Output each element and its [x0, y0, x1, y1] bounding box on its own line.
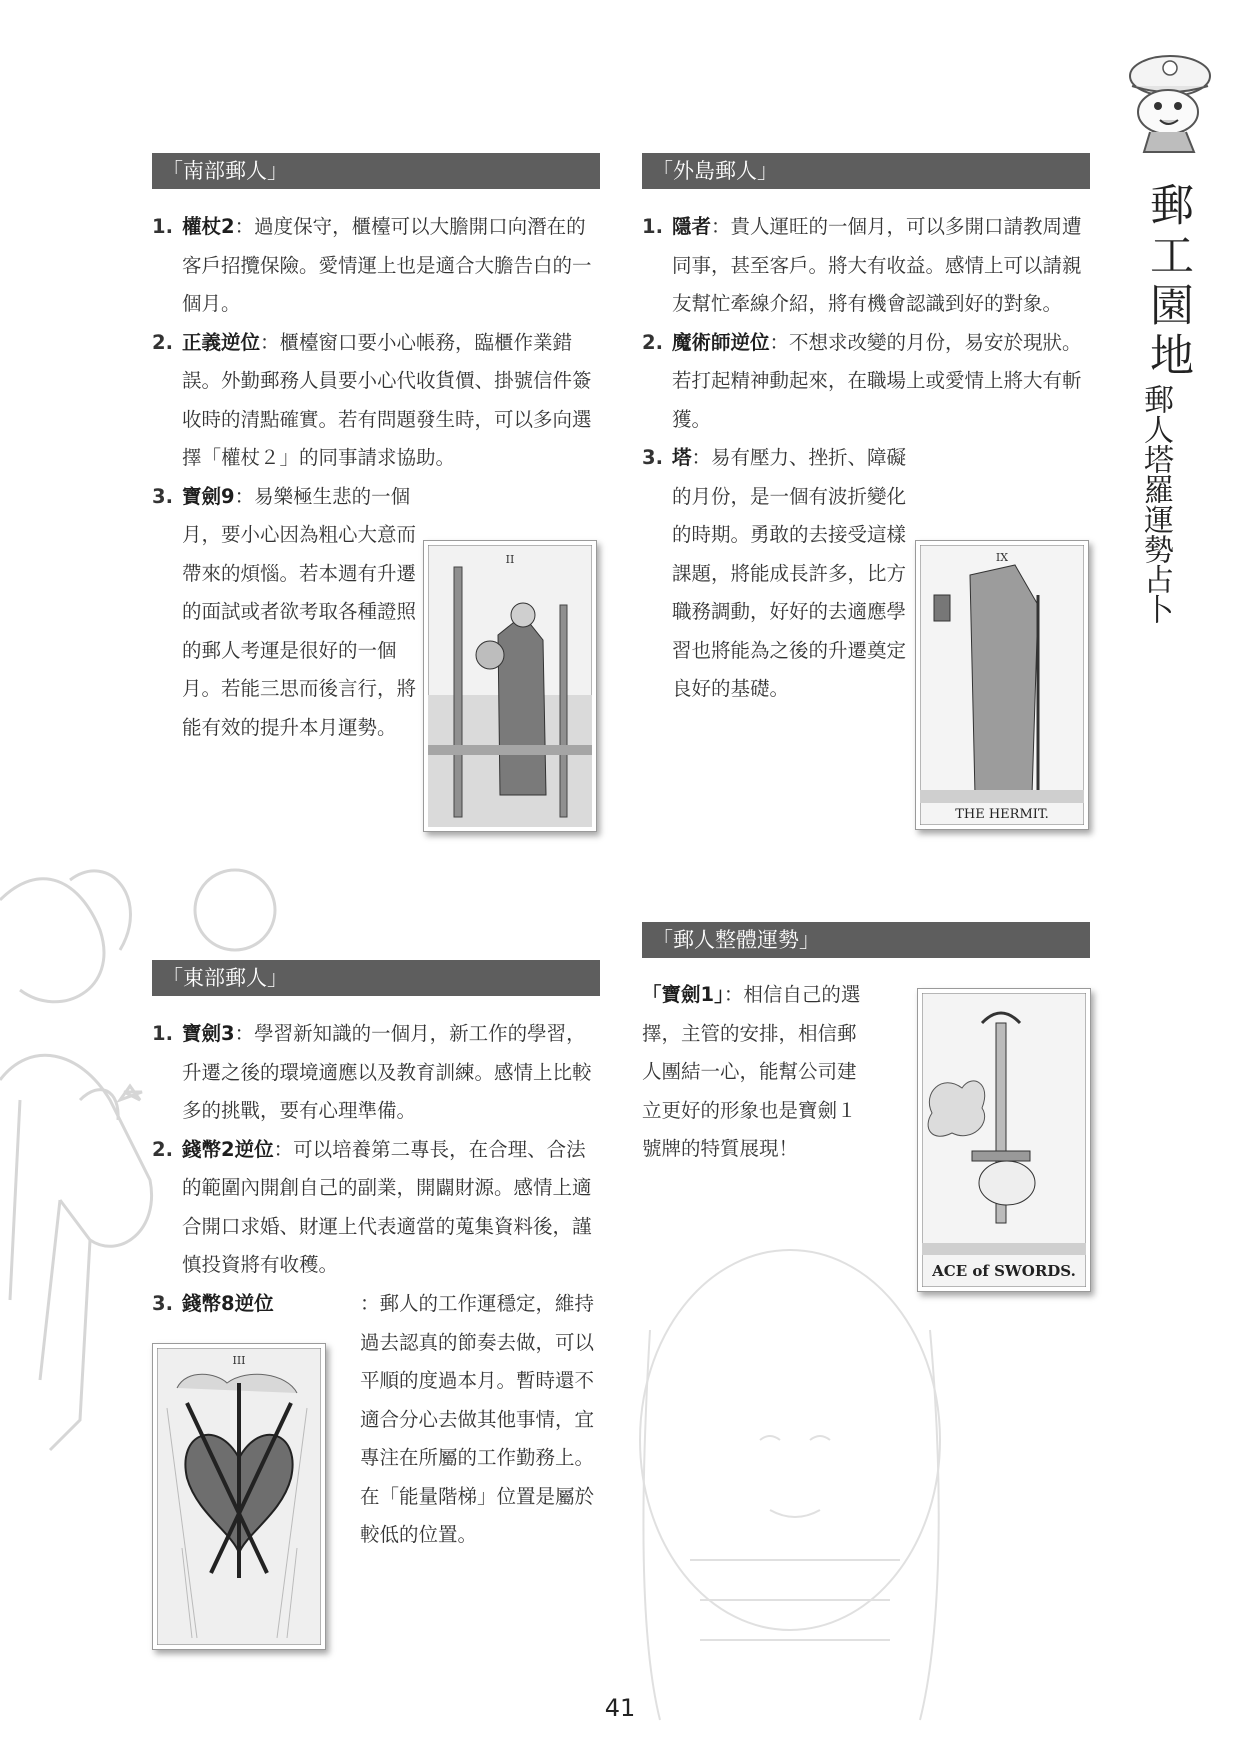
item-number: 3.	[152, 1292, 173, 1315]
south-item-1	[152, 208, 598, 324]
card-name: 塔	[672, 446, 692, 469]
islands-item-3	[642, 439, 912, 709]
mascot-icon	[1120, 46, 1220, 156]
card-name: 隱者	[672, 215, 712, 238]
card-name	[182, 1285, 274, 1324]
card-numeral: III	[232, 1354, 246, 1367]
tarot-card-ace-of-swords	[917, 988, 1091, 1292]
page-number: 41	[604, 1694, 636, 1722]
east-header: 「東部郵人」	[152, 960, 600, 996]
card-name: 權杖2	[182, 215, 235, 238]
tarot-card-two-of-wands	[423, 540, 597, 832]
item-number: 3.	[152, 484, 173, 508]
item-number: 1.	[152, 1022, 173, 1045]
card-name: 「寶劍1」	[642, 983, 724, 1006]
overall-text-block	[642, 976, 872, 1169]
card-name: 寶劍3	[182, 1022, 235, 1045]
side-subtitle: 郵人塔羅運勢占卜	[1138, 384, 1173, 624]
item-text: ：易樂極生悲的一個月，要小心因為粗心大意而帶來的煩惱。若本週有升遷的面試或者欲考取各種證照的郵人考運是很好的一個月。若能三思而後言行，將能有效的提升本月運勢。	[182, 484, 417, 739]
east-list	[152, 1015, 598, 1285]
tarot-card-hermit	[915, 540, 1089, 830]
item-text: ：貴人運旺的一個月，可以多開口請教周遭同事，甚至客戶。將大有收益。感情上可以請親友幫忙牽線介紹，將有機會認識到好的對象。	[672, 215, 1082, 315]
side-title: 郵工園地	[1142, 182, 1193, 382]
islands-header: 「外島郵人」	[642, 153, 1090, 189]
item-number: 3.	[642, 446, 663, 469]
item-text: ：可以培養第二專長，在合理、合法的範圍內開創自己的副業，開闢財源。感情上適合開口求婚、財運上代表適當的蒐集資料後，謹慎投資將有收穫。	[182, 1137, 592, 1276]
card-numeral: IX	[995, 551, 1009, 564]
card-name: 正義逆位	[182, 330, 261, 354]
item-text: ：學習新知識的一個月，新工作的學習，升遷之後的環境適應以及教育訓練。感情上比較多的挑戰，要有心理準備。	[182, 1022, 592, 1122]
item-number: 2.	[152, 1137, 173, 1161]
overall-header: 「郵人整體運勢」	[642, 922, 1090, 958]
item-text: ：不想求改變的月份，易安於現狀。若打起精神動起來，在職場上或愛情上將大有斬獲。	[672, 330, 1082, 431]
card-name-label: 錢幣8逆位	[182, 1292, 274, 1315]
item-text: ：櫃檯窗口要小心帳務，臨櫃作業錯誤。外勤郵務人員要小心代收貨價、掛號信件簽收時的清點確實。若有問題發生時，可以多向選擇「權杖２」的同事請求協助。	[182, 330, 592, 469]
south-header: 「南部郵人」	[152, 153, 600, 189]
item-text: ：易有壓力、挫折、障礙的月份，是一個有波折變化的時期。勇敢的去接受這樣課題，將能成長許多，比方職務調動，好好的去適應學習也將能為之後的升遷奠定良好的基礎。	[672, 446, 907, 700]
south-item-3	[152, 478, 420, 748]
tarot-card-three-of-swords	[152, 1343, 326, 1650]
east-item-1	[152, 1015, 598, 1131]
card-caption: THE HERMIT.	[955, 807, 1049, 822]
card-name: 魔術師逆位	[672, 330, 770, 354]
islands-item-2	[642, 324, 1088, 440]
card-numeral: II	[505, 553, 515, 566]
item-number: 2.	[642, 330, 663, 354]
item-text: ：過度保守，櫃檯可以大膽開口向潛在的客戶招攬保險。愛情運上也是適合大膽告白的一個月。	[182, 215, 592, 315]
east-item-2	[152, 1131, 598, 1285]
item-number: 1.	[642, 215, 663, 238]
card-name: 寶劍9	[182, 484, 235, 508]
item-number: 2.	[152, 330, 173, 354]
item-text: ：郵人的工作運穩定，維持過去認真的節奏去做，可以平順的度過本月。暫時還不適合分心去做其他事情，宜專注在所屬的工作勤務上。在「能量階梯」位置是屬於較低的位置。	[360, 1292, 595, 1546]
card-caption: ACE of SWORDS.	[932, 1262, 1076, 1280]
south-item-2	[152, 324, 598, 478]
overall-text: ：相信自己的選擇，主管的安排，相信郵人團結一心，能幫公司建立更好的形象也是寶劍１號牌的特質展現！	[642, 983, 861, 1160]
islands-item-1	[642, 208, 1088, 324]
item-number: 1.	[152, 215, 173, 238]
card-name: 錢幣2逆位	[182, 1137, 274, 1161]
